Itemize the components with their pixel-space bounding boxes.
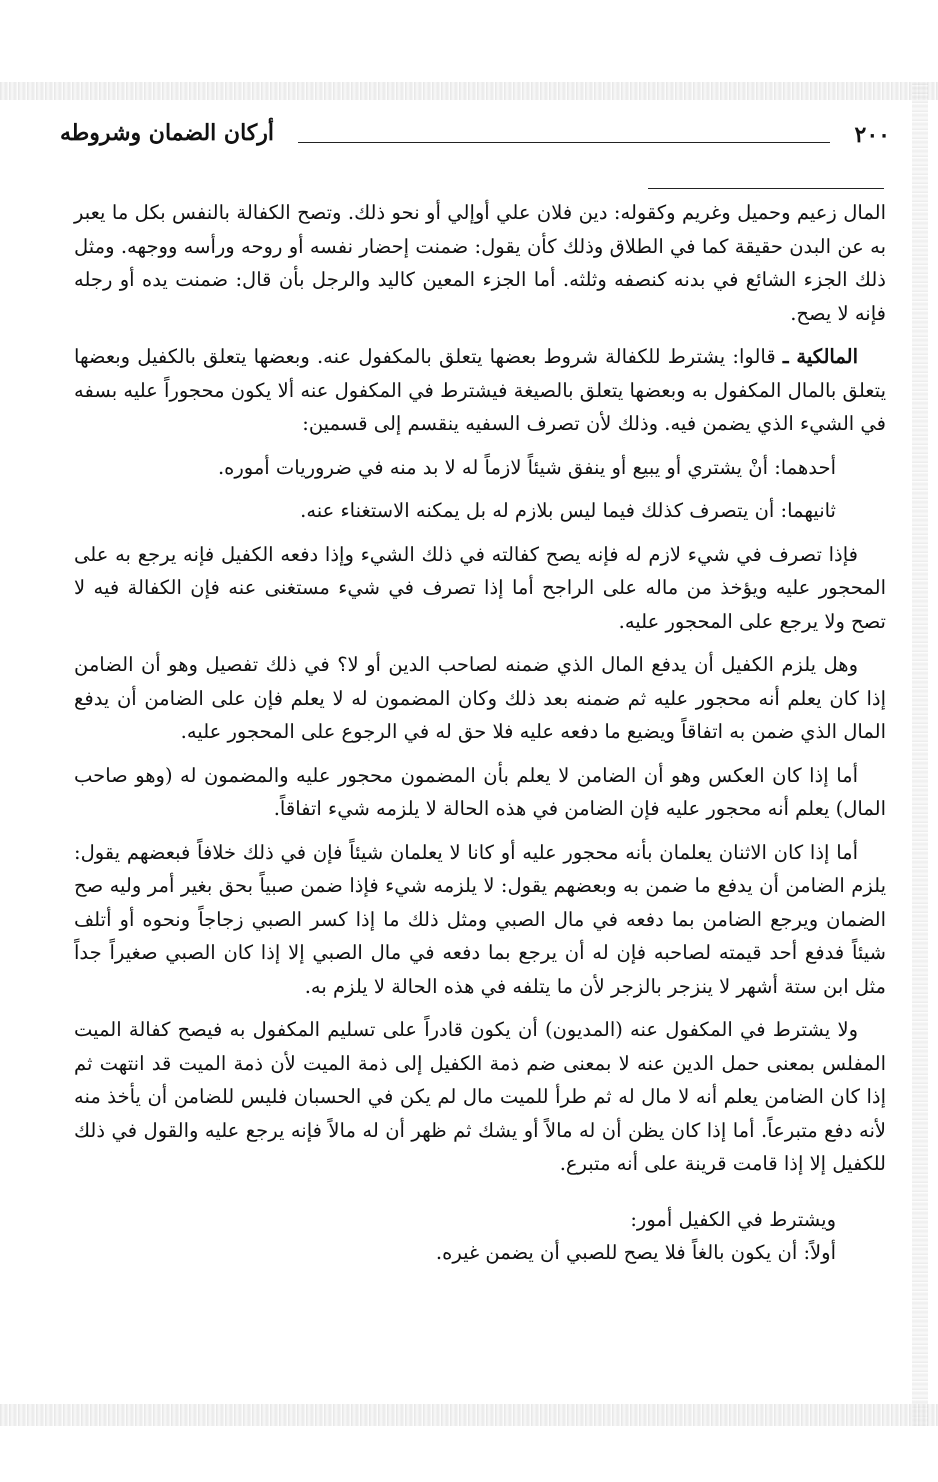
paragraph: أولاً: أن يكون بالغاً فلا يصح للصبي أن يضمن غيره. — [435, 1241, 836, 1264]
school-name: المالكية ـ — [782, 345, 859, 368]
paragraph: أما إذا كان الاثنان يعلمان بأنه محجور عليه أو كانا لا يعلمان شيئاً فإن في ذلك خلافاً فبعضهم يقول: يلزم الضامن أن يدفع ما ضمن به وبعضهم يقول: لا يلزمه شيء فإذا ضمن صبياً بحق بغير أمر وليه صح الضمان ويرجع الضامن بما دفعه في مال الصبي ومثل ذلك ما إذا كسر الصبي زجاجاً ونحوه أو أتلف شيئاً فدفع أحد قيمته لصاحبه فإن له أن يرجع بما دفعه في مال الصبي إلا إذا كان الصبي صغيراً جداً مثل ابن ستة أشهر لا ينزجر بالزجر لأن ما يتلفه في هذه الحالة لا يلزم به. — [74, 840, 886, 998]
paragraph: فإذا تصرف في شيء لازم له فإنه يصح كفالته في ذلك الشيء وإذا دفعه الكفيل فإنه يرجع به على المحجور عليه ويؤخذ من ماله على الراجح أما إذا تصرف في شيء مستغنى عنه فإن الكفالة فيه لا تصح ولا يرجع على المحجور عليه. — [74, 542, 886, 633]
paragraph: ويشترط في الكفيل أمور: — [630, 1207, 836, 1231]
paragraph: وهل يلزم الكفيل أن يدفع المال الذي ضمنه لصاحب الدين أو لا؟ في ذلك تفصيل وهو أن الضامن إذا كان يعلم أنه محجور عليه ثم ضمنه بعد ذلك وكان المضمون له لا يعلم فإن على الضامن أن يدفع المال الذي ضمن به اتفاقاً ويضيع ما دفعه عليه فلا حق له في الرجوع على المحجور عليه. — [74, 653, 886, 743]
paragraph-malikiyya — [74, 340, 886, 441]
paragraph-text: قالوا: يشترط للكفالة شروط بعضها يتعلق بالمكفول عنه. وبعضها يتعلق بالكفيل وبعضها يتعلق بالمال المكفول به وبعضها يتعلق بالصيغة فيشترط في المكفول عنه ألا يكون محجوراً عليه بسفه في الشيء الذي يضمن فيه. وذلك لأن تصرف السفيه ينقسم إلى قسمين: — [74, 345, 886, 435]
page-number: ٢٠٠ — [854, 122, 890, 148]
paragraph: ولا يشترط في المكفول عنه (المديون) أن يكون قادراً على تسليم المكفول به فيصح كفالة الميت المفلس بمعنى حمل الدين عنه لا بمعنى ضم ذمة الكفيل إلى ذمة الميت لأن ذمة الميت قد انتهت ثم إذا كان الضامن يعلم أنه لا مال له ثم طرأ للميت مال لم يكن في الحسبان فليس للضامن أن يأخذ منه لأنه دفع متبرعاً. أما إذا كان يظن أن له مالاً أو يشك ثم ظهر أن له مالاً فإنه يرجع عليه والقول في ذلك للكفيل إلا إذا قامت قرينة على أنه متبرع. — [74, 1018, 886, 1175]
scan-border-top — [0, 82, 938, 100]
running-header — [60, 118, 890, 158]
paragraph: أحدهما: أنْ يشتري أو يبيع أو ينفق شيئاً لازماً له لا بد منه في ضروريات أموره. — [217, 455, 836, 479]
running-title: أركان الضمان وشروطه — [60, 120, 274, 146]
header-rule — [298, 142, 830, 143]
text-top-rule — [648, 188, 884, 189]
paragraph: أما إذا كان العكس وهو أن الضامن لا يعلم بأن المضمون محجور عليه والمضمون له (وهو صاحب المال) يعلم أنه محجور عليه فإن الضامن في هذه الحالة لا يلزمه شيء اتفاقاً. — [74, 763, 886, 820]
body-text — [74, 196, 886, 1270]
paragraph: المال زعيم وحميل وغريم وكقوله: دين فلان علي أوإلي أو نحو ذلك. وتصح الكفالة بالنفس بكل ما يعبر به عن البدن حقيقة كما في الطلاق وذلك كأن يقول: ضمنت إحضار نفسه أو روحه ورأسه ووجهه. ومثل ذلك الجزء الشائع في بدنه كنصفه وثلثه. أما الجزء المعين كاليد والرجل بأن قال: ضمنت يده أو رجله فإنه لا يصح. — [74, 201, 886, 325]
scan-border-right — [912, 82, 928, 1426]
paragraph: ثانيهما: أن يتصرف كذلك فيما ليس بلازم له بل يمكنه الاستغناء عنه. — [300, 499, 836, 522]
scan-border-bottom — [0, 1404, 938, 1426]
